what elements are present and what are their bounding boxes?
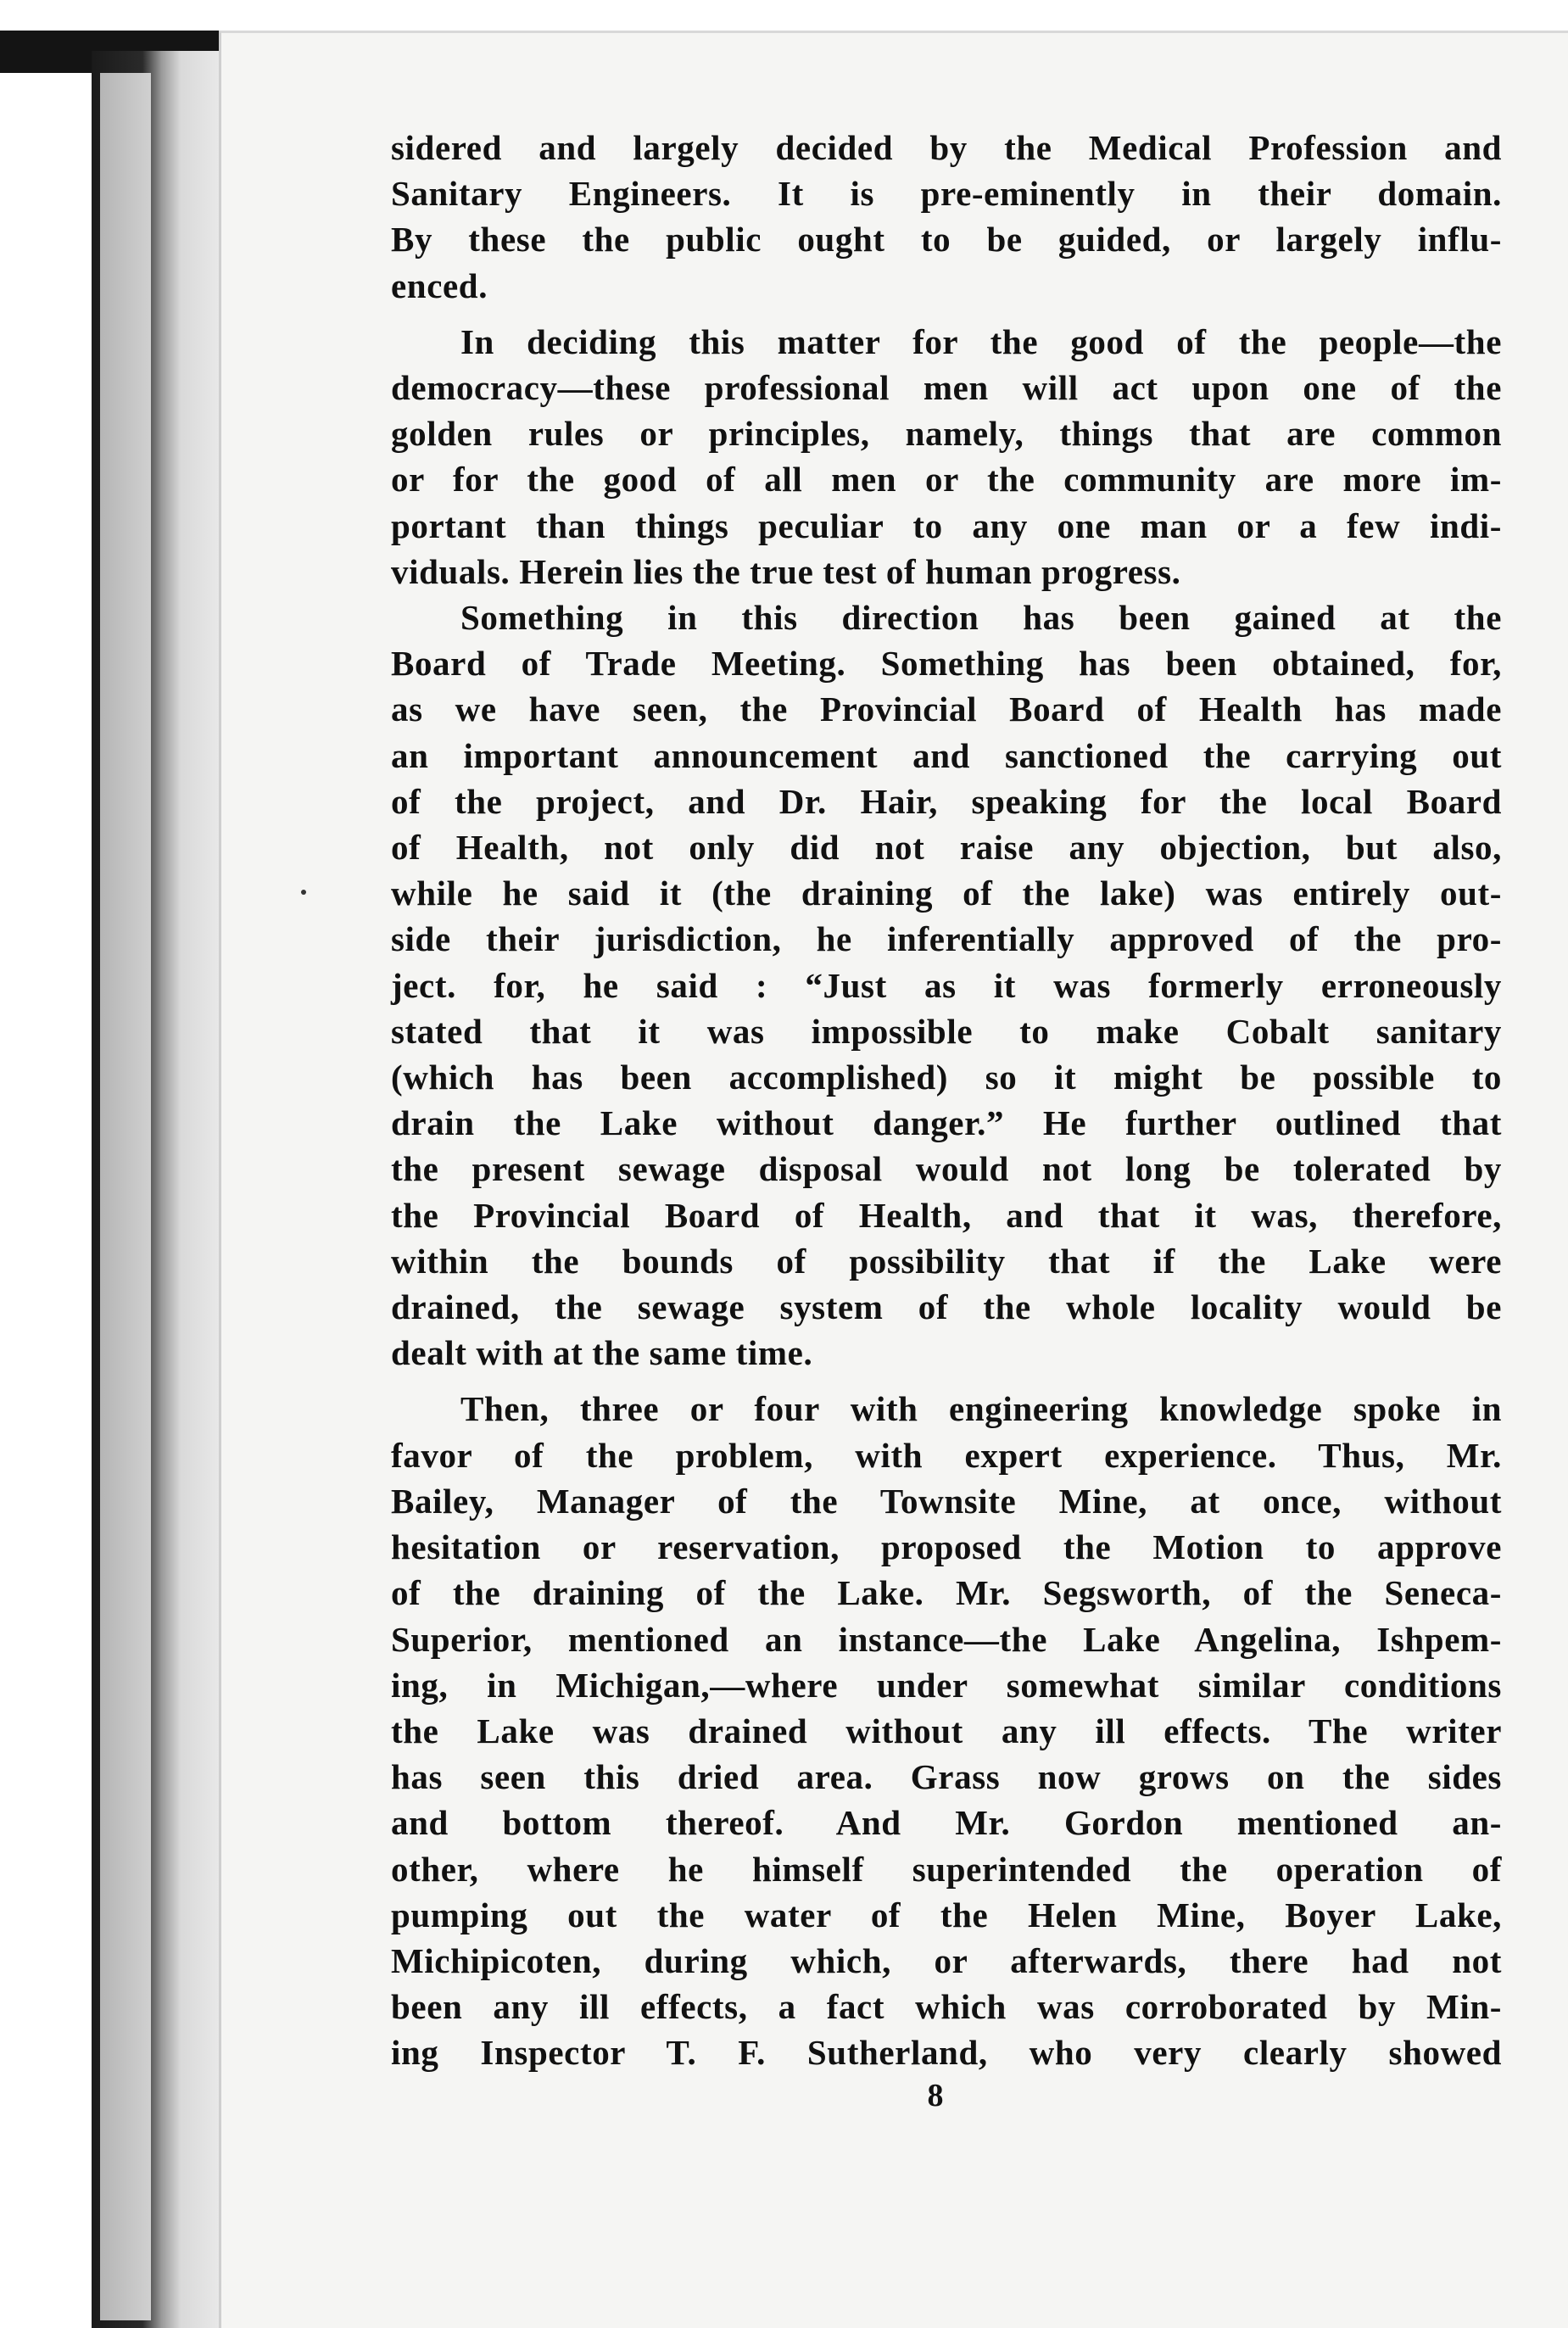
- text-line: within the bounds of possibility that if the Lake were: [391, 1241, 1502, 1281]
- text-line: of the draining of the Lake. Mr. Segsworth, of the Seneca-: [391, 1573, 1502, 1613]
- text-line: Superior, mentioned an instance—the Lake Angelina, Ishpem-: [391, 1619, 1502, 1659]
- text-line: been any ill effects, a fact which was corroborated by Min-: [391, 1987, 1502, 2027]
- text-line: as we have seen, the Provincial Board of Health has made: [391, 689, 1502, 729]
- text-line: Then, three or four with engineering knowledge spoke in: [460, 1389, 1502, 1429]
- text-line: dealt with at the same time.: [391, 1333, 813, 1373]
- text-line: the Lake was drained without any ill effects. The writer: [391, 1711, 1502, 1750]
- text-line: ing Inspector T. F. Sutherland, who very clearly showed: [391, 2033, 1502, 2073]
- text-line: ject. for, he said : “Just as it was formerly erroneously: [391, 965, 1502, 1005]
- text-line: Michipicoten, during which, or afterwards, there had not: [391, 1940, 1502, 1980]
- paragraph: [391, 595, 1502, 1376]
- text-line: favor of the problem, with expert experience. Thus, Mr.: [391, 1435, 1502, 1475]
- text-line: Something in this direction has been gained at the: [460, 598, 1502, 638]
- text-line: of Health, not only did not raise any objection, but also,: [391, 828, 1502, 868]
- text-line: while he said it (the draining of the lake) was entirely out-: [391, 874, 1502, 913]
- text-line: democracy—these professional men will act upon one of the: [391, 368, 1502, 408]
- text-line: drained, the sewage system of the whole locality would be: [391, 1287, 1502, 1327]
- text-line: of the project, and Dr. Hair, speaking for the local Board: [391, 781, 1502, 821]
- text-line: other, where he himself superintended the operation of: [391, 1849, 1502, 1889]
- text-line: hesitation or reservation, proposed the Motion to approve: [391, 1527, 1502, 1567]
- text-line: stated that it was impossible to make Cobalt sanitary: [391, 1011, 1502, 1051]
- text-line: In deciding this matter for the good of the people—the: [460, 321, 1502, 361]
- page-number-text: 8: [927, 2078, 944, 2113]
- text-line: the present sewage disposal would not long be tolerated by: [391, 1149, 1502, 1189]
- text-line: Board of Trade Meeting. Something has been obtained, for,: [391, 644, 1502, 684]
- text-line: ing, in Michigan,—where under somewhat similar conditions: [391, 1665, 1502, 1705]
- text-line: pumping out the water of the Helen Mine, Boyer Lake,: [391, 1895, 1502, 1934]
- paragraph: [391, 125, 1502, 309]
- text-line: Sanitary Engineers. It is pre-eminently in their domain.: [391, 174, 1502, 214]
- document-page: [219, 31, 1568, 2328]
- text-line: By these the public ought to be guided, or largely influ-: [391, 220, 1502, 260]
- text-line: enced.: [391, 265, 488, 305]
- text-line: side their jurisdiction, he inferentially approved of the pro-: [391, 919, 1502, 959]
- body-text: [391, 125, 1502, 2076]
- text-line: Bailey, Manager of the Townsite Mine, at once, without: [391, 1481, 1502, 1521]
- text-line: golden rules or principles, namely, things that are common: [391, 414, 1502, 454]
- text-line: sidered and largely decided by the Medical Profession and: [391, 128, 1502, 167]
- text-line: an important announcement and sanctioned the carrying out: [391, 735, 1502, 775]
- underlying-page-edge: [100, 73, 151, 2320]
- text-line: has seen this dried area. Grass now grows on the sides: [391, 1757, 1502, 1797]
- text-line: the Provincial Board of Health, and that it was, therefore,: [391, 1195, 1502, 1235]
- paragraph: [391, 1386, 1502, 2075]
- text-line: or for the good of all men or the community are more im-: [391, 460, 1502, 500]
- text-line: (which has been accomplished) so it might be possible to: [391, 1058, 1502, 1097]
- text-line: drain the Lake without danger.” He further outlined that: [391, 1103, 1502, 1143]
- scan-speck: [301, 890, 306, 895]
- page-number: [221, 2077, 1568, 2114]
- text-line: viduals. Herein lies the true test of human progress.: [391, 551, 1181, 591]
- text-line: and bottom thereof. And Mr. Gordon mentioned an-: [391, 1803, 1502, 1843]
- text-line: portant than things peculiar to any one man or a few indi-: [391, 505, 1502, 545]
- paragraph: [391, 319, 1502, 595]
